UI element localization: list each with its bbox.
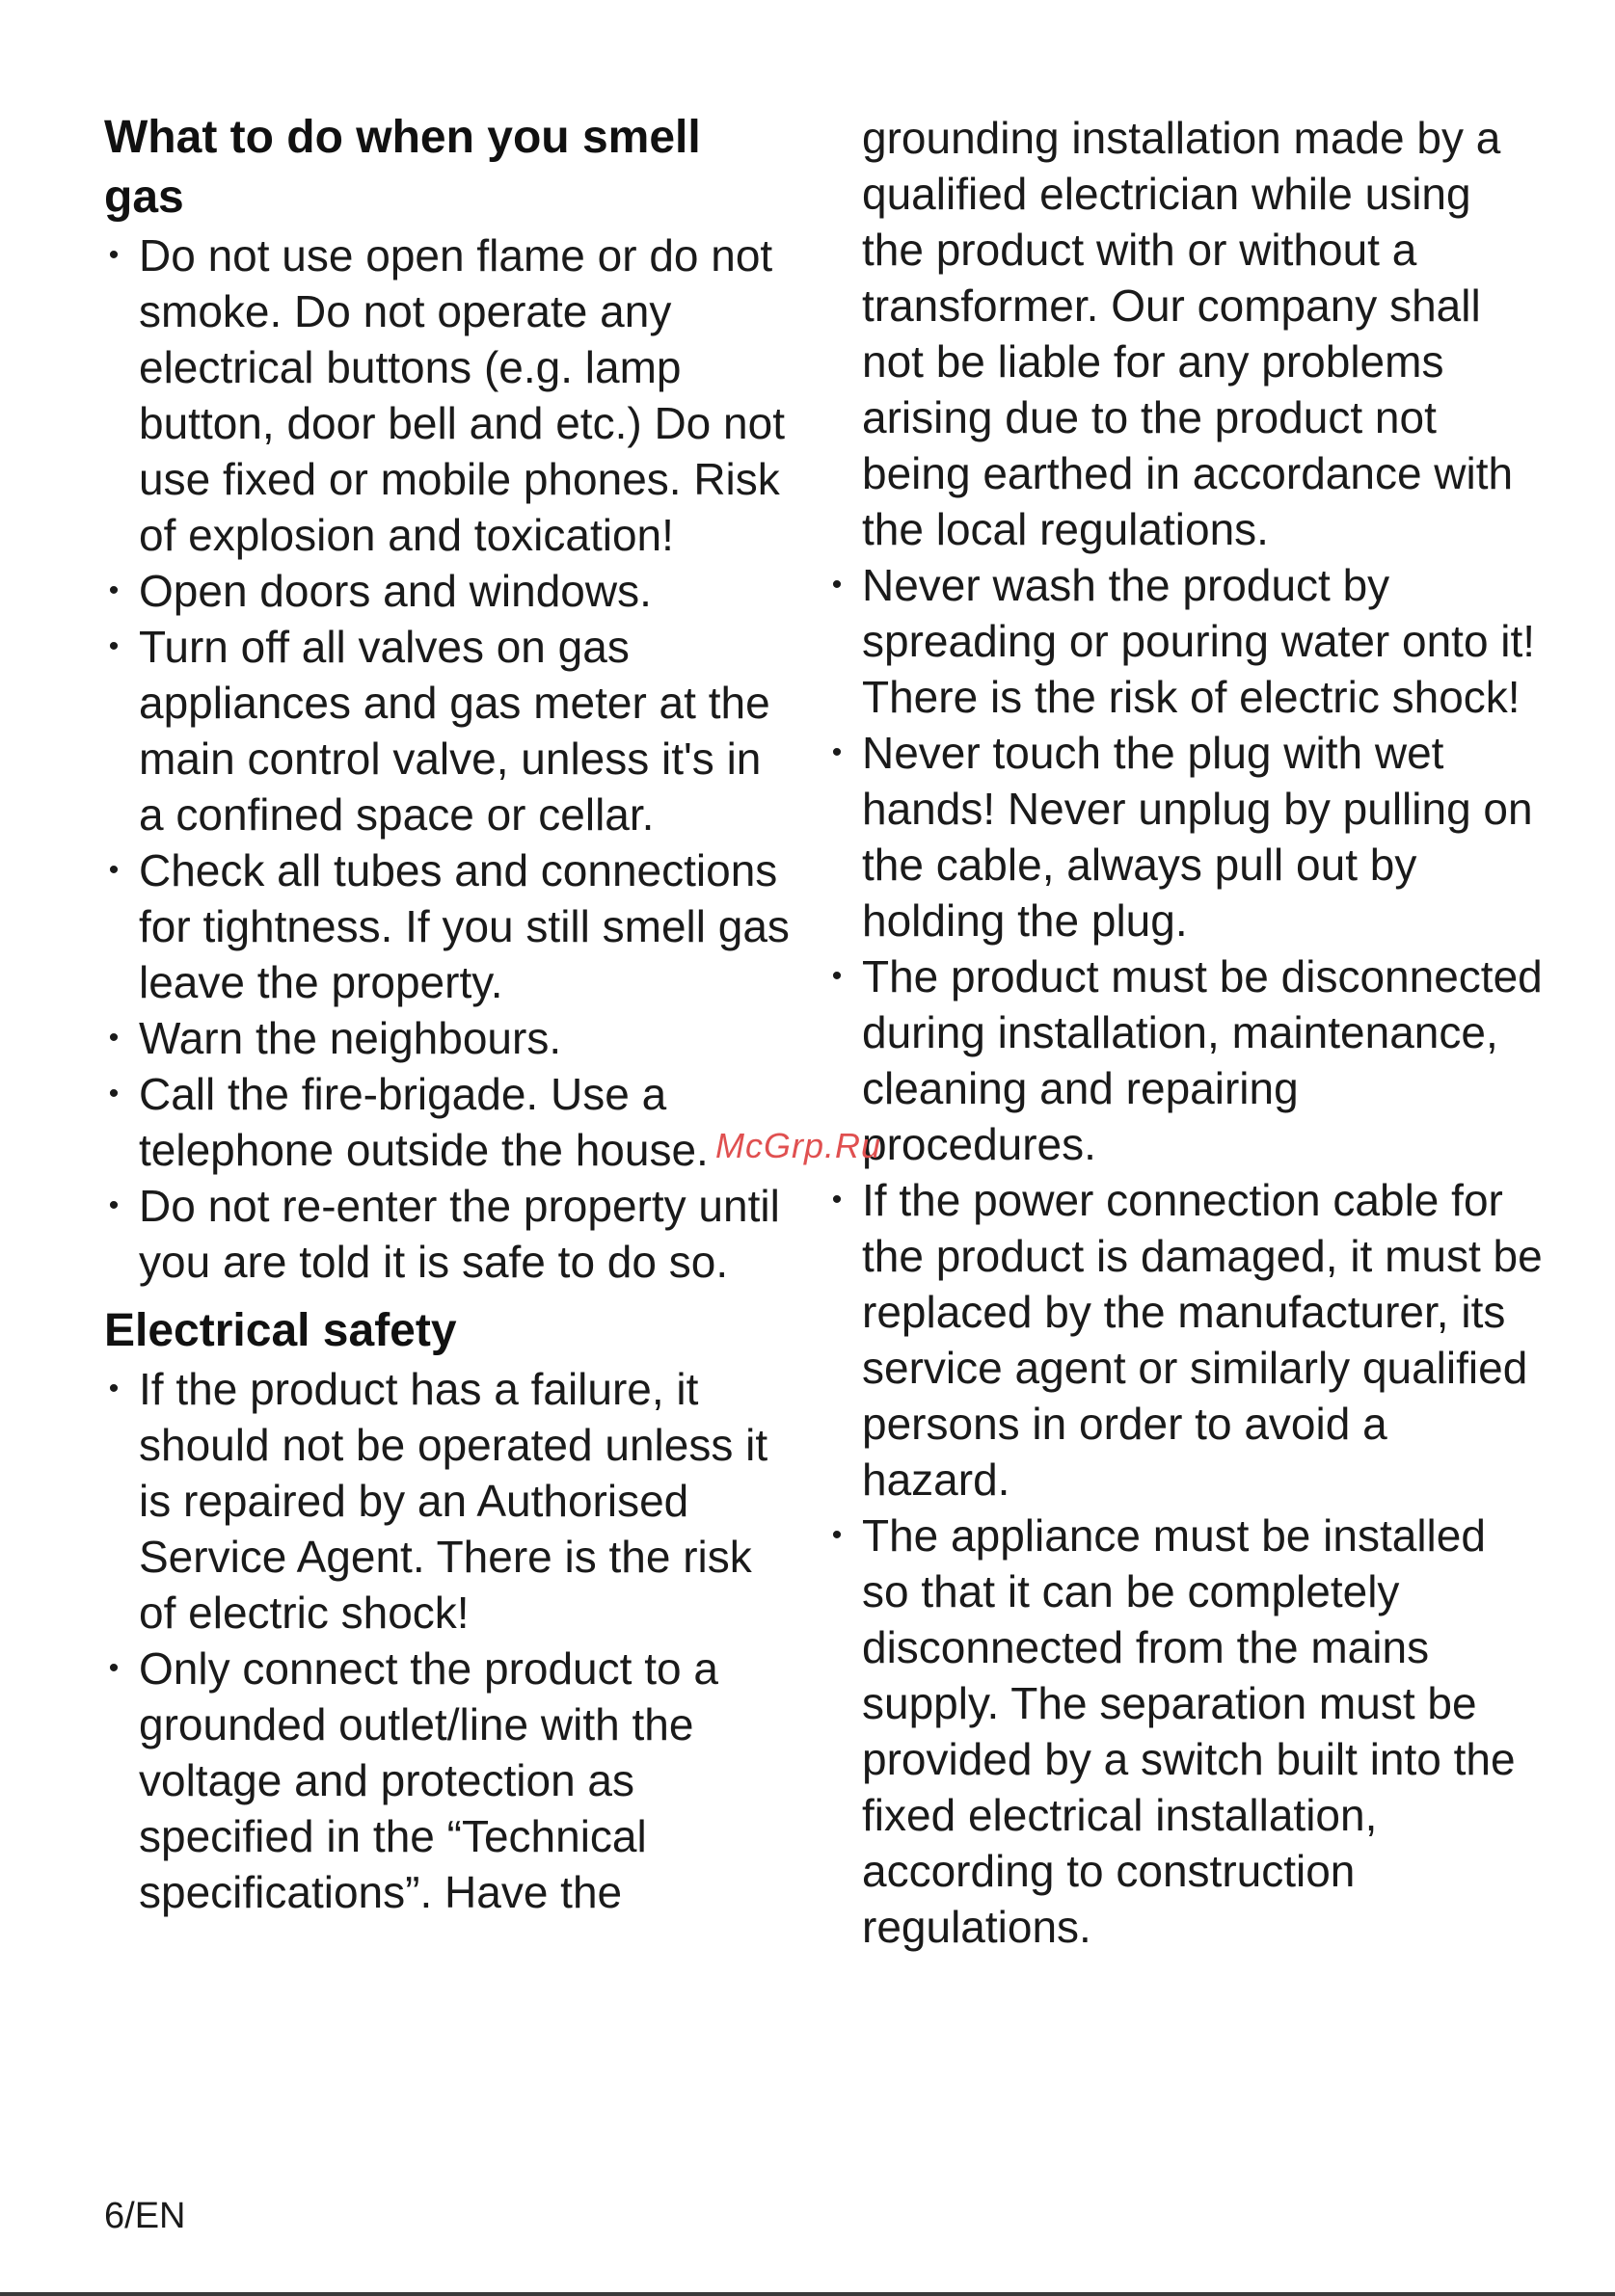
list-item-text: Warn the neighbours. bbox=[139, 1013, 562, 1063]
list-item bbox=[104, 1641, 794, 1920]
list-item bbox=[104, 1178, 794, 1290]
list-item bbox=[104, 227, 794, 563]
list-item-text: Call the fire-brigade. Use a telephone outside the house. bbox=[139, 1069, 709, 1175]
section-heading-gas: What to do when you smell gas bbox=[104, 112, 701, 223]
bullet-icon: • bbox=[108, 1189, 120, 1221]
bullet-icon: • bbox=[108, 1078, 120, 1109]
list-item-text: Never touch the plug with wet hands! Never unplug by pulling on the cable, always pull out by holding the plug. bbox=[862, 728, 1533, 946]
bullet-icon: • bbox=[831, 569, 843, 601]
list-item-text: Only connect the product to a grounded outlet/line with the voltage and protection as specified in the “Technical specifications”. Have the bbox=[139, 1643, 718, 1917]
list-item bbox=[827, 557, 1543, 725]
list-item-text: Open doors and windows. bbox=[139, 566, 652, 616]
electrical-safety-list bbox=[104, 1361, 794, 1920]
bullet-icon: • bbox=[108, 630, 120, 662]
list-item bbox=[827, 725, 1543, 948]
list-item-text: If the product has a failure, it should not be operated unless it is repaired by an Authorised Service Agent. There is the risk of electric shock! bbox=[139, 1364, 768, 1638]
list-item-text: The product must be disconnected during installation, maintenance, cleaning and repairing procedures. bbox=[862, 951, 1543, 1169]
bullet-icon: • bbox=[831, 960, 843, 992]
continued-paragraph: grounding installation made by a qualified electrician while using the product with or without a transformer. Our company shall not be liable for any problems arising due to the product not being earthed in accordance with the local regulations. bbox=[862, 113, 1514, 554]
list-item-text: Turn off all valves on gas appliances and gas meter at the main control valve, unless it's in a confined space or cellar. bbox=[139, 622, 770, 840]
right-column bbox=[827, 110, 1543, 1955]
bullet-icon: • bbox=[831, 736, 843, 768]
list-item-text: Check all tubes and connections for tightness. If you still smell gas leave the property. bbox=[139, 845, 790, 1007]
left-column bbox=[104, 108, 794, 1920]
page-number: 6/EN bbox=[104, 2196, 186, 2236]
bullet-icon: • bbox=[831, 1184, 843, 1215]
list-item bbox=[104, 1066, 794, 1178]
list-item bbox=[104, 1010, 794, 1066]
bullet-icon: • bbox=[831, 1519, 843, 1551]
list-item-text: The appliance must be installed so that it can be completely disconnected from the mains supply. The separation must be provided by a switch built into the fixed electrical installation, according to construction regulations. bbox=[862, 1510, 1516, 1952]
list-item bbox=[104, 619, 794, 842]
list-item bbox=[104, 1361, 794, 1641]
list-item-text: Never wash the product by spreading or pouring water onto it! There is the risk of electric shock! bbox=[862, 560, 1536, 722]
section-heading-electrical-safety: Electrical safety bbox=[104, 1305, 457, 1356]
list-item bbox=[827, 1508, 1543, 1955]
list-item bbox=[827, 948, 1543, 1172]
bullet-icon: • bbox=[108, 574, 120, 606]
bullet-icon: • bbox=[108, 854, 120, 886]
bullet-icon: • bbox=[108, 1022, 120, 1054]
list-item bbox=[104, 563, 794, 619]
list-item-text: If the power connection cable for the product is damaged, it must be replaced by the manufacturer, its service agent or similarly qualified persons in order to avoid a hazard. bbox=[862, 1175, 1543, 1505]
bullet-icon: • bbox=[108, 1373, 120, 1404]
bottom-divider bbox=[0, 2292, 1615, 2296]
list-item-text: Do not re-enter the property until you are told it is safe to do so. bbox=[139, 1181, 780, 1287]
bullet-icon: • bbox=[108, 1652, 120, 1684]
electrical-safety-list-continued bbox=[827, 557, 1543, 1955]
list-item-text: Do not use open flame or do not smoke. Do not operate any electrical buttons (e.g. lamp button, door bell and etc.) Do not use fixed or mobile phones. Risk of explosion and toxication! bbox=[139, 230, 785, 560]
gas-instructions-list bbox=[104, 227, 794, 1290]
list-item bbox=[104, 842, 794, 1010]
watermark: McGrp.Ru bbox=[715, 1126, 882, 1165]
list-item bbox=[827, 1172, 1543, 1508]
bullet-icon: • bbox=[108, 239, 120, 271]
